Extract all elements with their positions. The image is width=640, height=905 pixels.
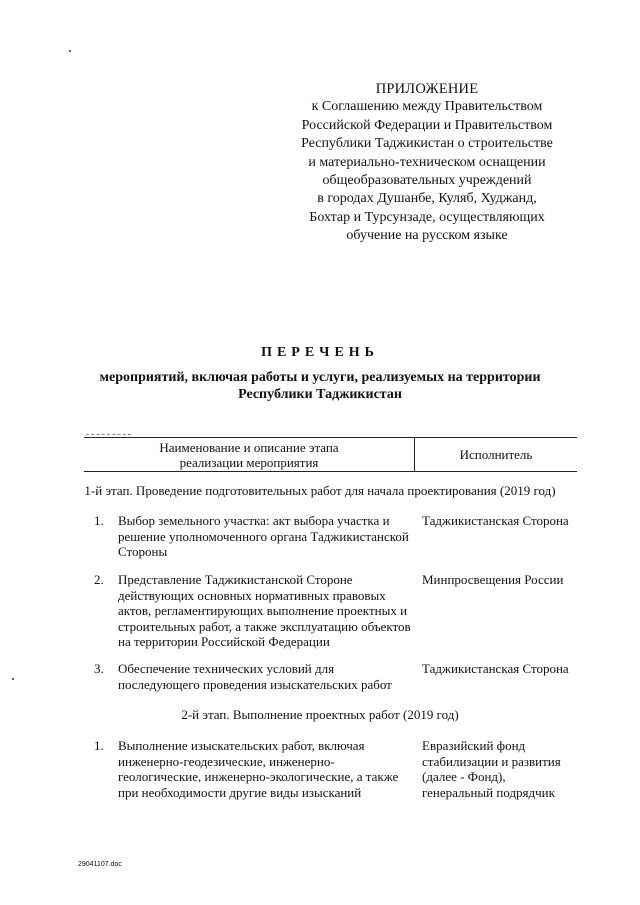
executor-line: Евразийский фонд (422, 738, 526, 753)
description-line: актов, регламентирующих выполнение проектных и (118, 603, 408, 619)
column-header-executor: Исполнитель (459, 447, 533, 462)
column-header-line: реализации мероприятия (179, 455, 319, 470)
description-line: последующего проведения изыскательских работ (118, 676, 392, 692)
appendix-block (292, 80, 562, 246)
executor-line: Таджикистанская Сторона (422, 661, 569, 676)
subtitle-line: мероприятий, включая работы и услуги, реализуемых на территории (99, 370, 541, 385)
executor-line: генеральный подрядчик (422, 784, 555, 800)
scan-speck (12, 678, 14, 680)
row-executor (422, 513, 582, 529)
description-line: геологические, инженерно-экологические, а также (118, 769, 399, 785)
table-header (84, 437, 577, 472)
description-line: Стороны (118, 544, 168, 560)
appendix-heading: ПРИЛОЖЕНИЕ (375, 81, 479, 97)
scan-speck (69, 50, 71, 52)
description-line: Выполнение изыскательских работ, включая (118, 738, 365, 753)
row-description (118, 738, 413, 800)
appendix-line: Республики Таджикистан о строительстве (301, 136, 553, 152)
stage-2-title: 2-й этап. Выполнение проектных работ (2019 год) (181, 707, 459, 722)
description-line: строительных работ, а также эксплуатацию объектов (118, 618, 411, 634)
footer-filename: 29041107.doc (78, 861, 122, 868)
appendix-line: Бохтар и Турсунзаде, осуществляющих (309, 209, 545, 225)
column-header-description (84, 440, 414, 470)
row-number: 1. (94, 738, 104, 753)
subtitle-line: Республики Таджикистан (238, 387, 402, 402)
row-number: 1. (94, 513, 104, 528)
document-title: ПЕРЕЧЕНЬ (261, 345, 379, 360)
row-description (118, 661, 413, 692)
executor-line: Таджикистанская Сторона (422, 513, 569, 528)
description-line: действующих основных нормативных правовых (118, 587, 386, 603)
description-line: инженерно-геодезические, инженерно- (118, 753, 335, 769)
description-line: на территории Российской Федерации (118, 634, 330, 650)
stage-1-title: 1-й этап. Проведение подготовительных работ для начала проектирования (2019 год) (84, 483, 556, 498)
description-line: при необходимости другие виды изысканий (118, 784, 362, 800)
description-line: Выбор земельного участка: акт выбора участка и (118, 513, 390, 528)
row-number: 2. (94, 572, 104, 587)
executor-line: Минпросвещения России (422, 572, 564, 587)
row-executor (422, 738, 582, 800)
description-line: решение уполномоченного органа Таджикистанской (118, 528, 409, 544)
row-description (118, 572, 413, 650)
description-line: Представление Таджикистанской Стороне (118, 572, 353, 587)
row-number: 3. (94, 661, 104, 676)
appendix-line: Российской Федерации и Правительством (301, 117, 553, 133)
row-description (118, 513, 413, 560)
column-header-line: Наименование и описание этапа (159, 440, 339, 455)
appendix-line: и материально-техническом оснащении (308, 154, 546, 170)
row-executor (422, 572, 582, 588)
row-executor (422, 661, 582, 677)
document-subtitle (60, 369, 580, 403)
header-dash-mark (86, 434, 131, 435)
appendix-line: общеобразовательных учреждений (322, 173, 532, 189)
executor-line: (далее - Фонд), (422, 769, 506, 785)
description-line: Обеспечение технических условий для (118, 661, 335, 676)
appendix-line: к Соглашению между Правительством (311, 99, 543, 115)
appendix-line: в городах Душанбе, Куляб, Худжанд, (317, 191, 537, 207)
executor-line: стабилизации и развития (422, 753, 561, 769)
appendix-line: обучение на русском языке (346, 228, 508, 244)
